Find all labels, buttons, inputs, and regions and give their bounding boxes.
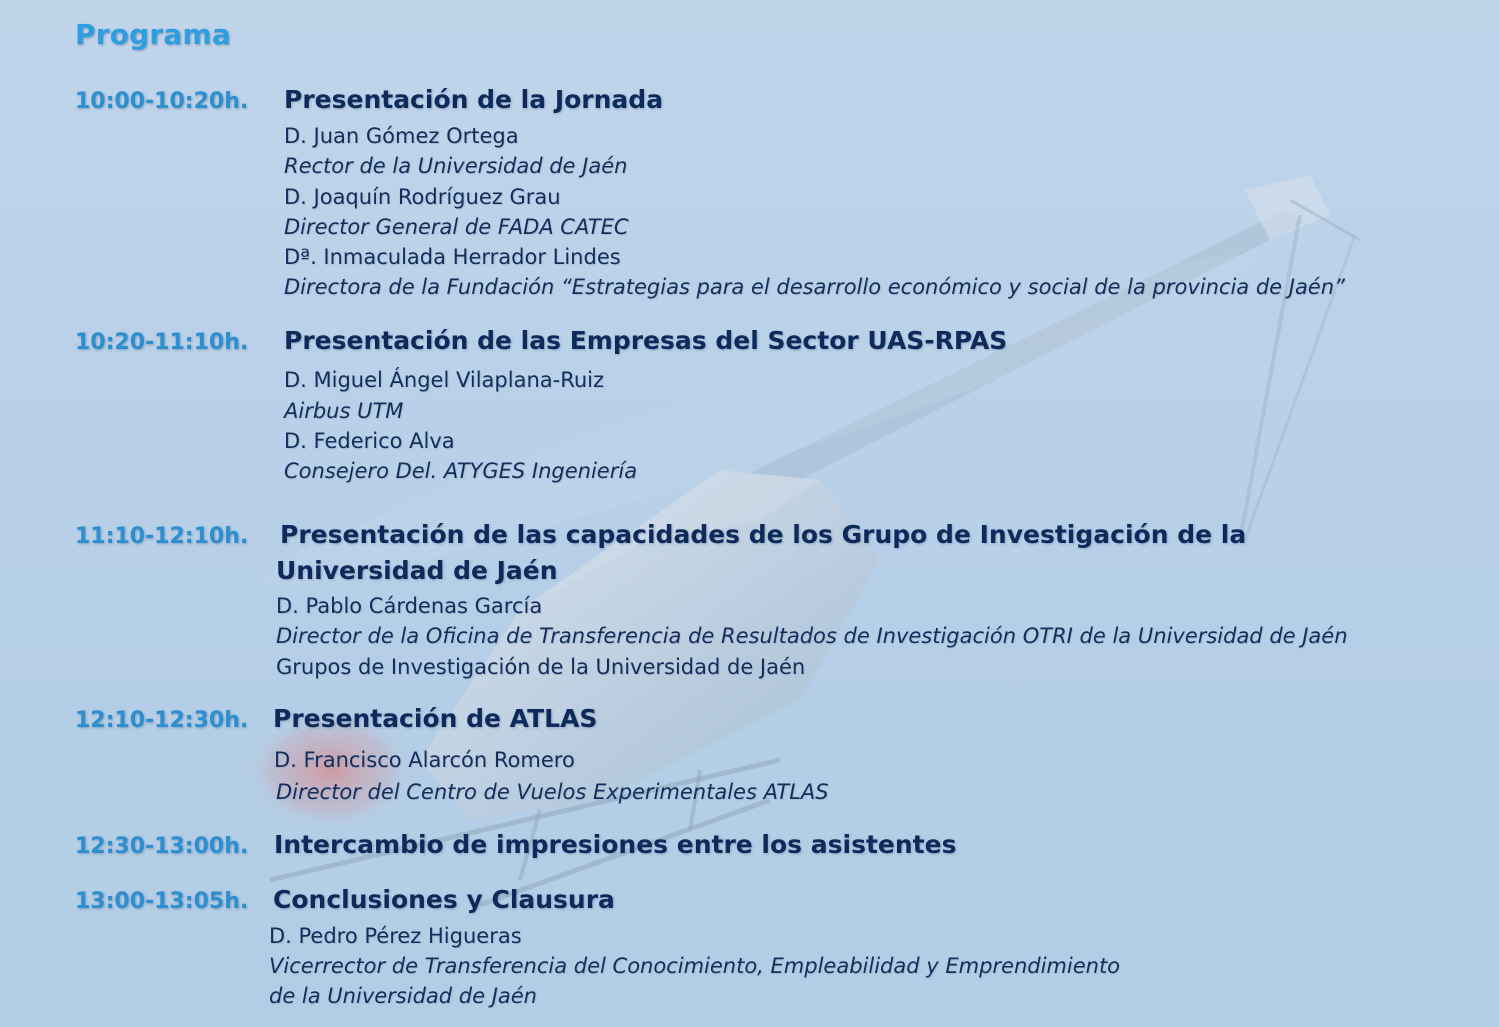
session-time: 10:00-10:20h. — [75, 89, 249, 114]
speaker-name: D. Pedro Pérez Higueras — [269, 924, 522, 948]
speaker-name: D. Francisco Alarcón Romero — [274, 748, 575, 772]
session-time: 11:10-12:10h. — [75, 524, 249, 549]
session-heading-continued: Universidad de Jaén — [276, 556, 558, 585]
speaker-role: Rector de la Universidad de Jaén — [284, 154, 628, 178]
speaker-name: D. Miguel Ángel Vilaplana-Ruiz — [284, 368, 605, 392]
session-heading: Presentación de las capacidades de los Grupo de Investigación de la — [280, 520, 1247, 549]
speaker-name: D. Joaquín Rodríguez Grau — [284, 185, 561, 209]
speaker-name: Dª. Inmaculada Herrador Lindes — [284, 245, 621, 269]
speaker-role: Director del Centro de Vuelos Experimentales ATLAS — [276, 780, 829, 804]
session-heading: Presentación de la Jornada — [284, 85, 664, 114]
session-heading: Presentación de las Empresas del Sector UAS-RPAS — [284, 326, 1008, 355]
session-heading: Intercambio de impresiones entre los asistentes — [274, 830, 957, 859]
speaker-name: D. Pablo Cárdenas García — [276, 594, 543, 618]
speaker-role-continued: de la Universidad de Jaén — [269, 984, 537, 1008]
session-time: 10:20-11:10h. — [75, 330, 249, 355]
speaker-name: D. Federico Alva — [284, 429, 455, 453]
page-title: Programa — [75, 18, 231, 51]
session-time: 13:00-13:05h. — [75, 889, 249, 914]
session-time: 12:30-13:00h. — [75, 834, 249, 859]
speaker-name: Grupos de Investigación de la Universidad de Jaén — [276, 655, 806, 679]
speaker-name: D. Juan Gómez Ortega — [284, 124, 519, 148]
speaker-role: Director de la Oficina de Transferencia de Resultados de Investigación OTRI de la Universidad de Jaén — [276, 624, 1348, 648]
speaker-role: Directora de la Fundación “Estrategias para el desarrollo económico y social de la provincia de Jaén” — [284, 275, 1345, 299]
speaker-role: Airbus UTM — [284, 399, 404, 423]
speaker-role: Consejero Del. ATYGES Ingeniería — [284, 459, 638, 483]
speaker-role: Vicerrector de Transferencia del Conocimiento, Empleabilidad y Emprendimiento — [269, 954, 1121, 978]
session-time: 12:10-12:30h. — [75, 708, 249, 733]
session-heading: Conclusiones y Clausura — [273, 885, 615, 914]
session-heading: Presentación de ATLAS — [273, 704, 598, 733]
speaker-role: Director General de FADA CATEC — [284, 215, 629, 239]
